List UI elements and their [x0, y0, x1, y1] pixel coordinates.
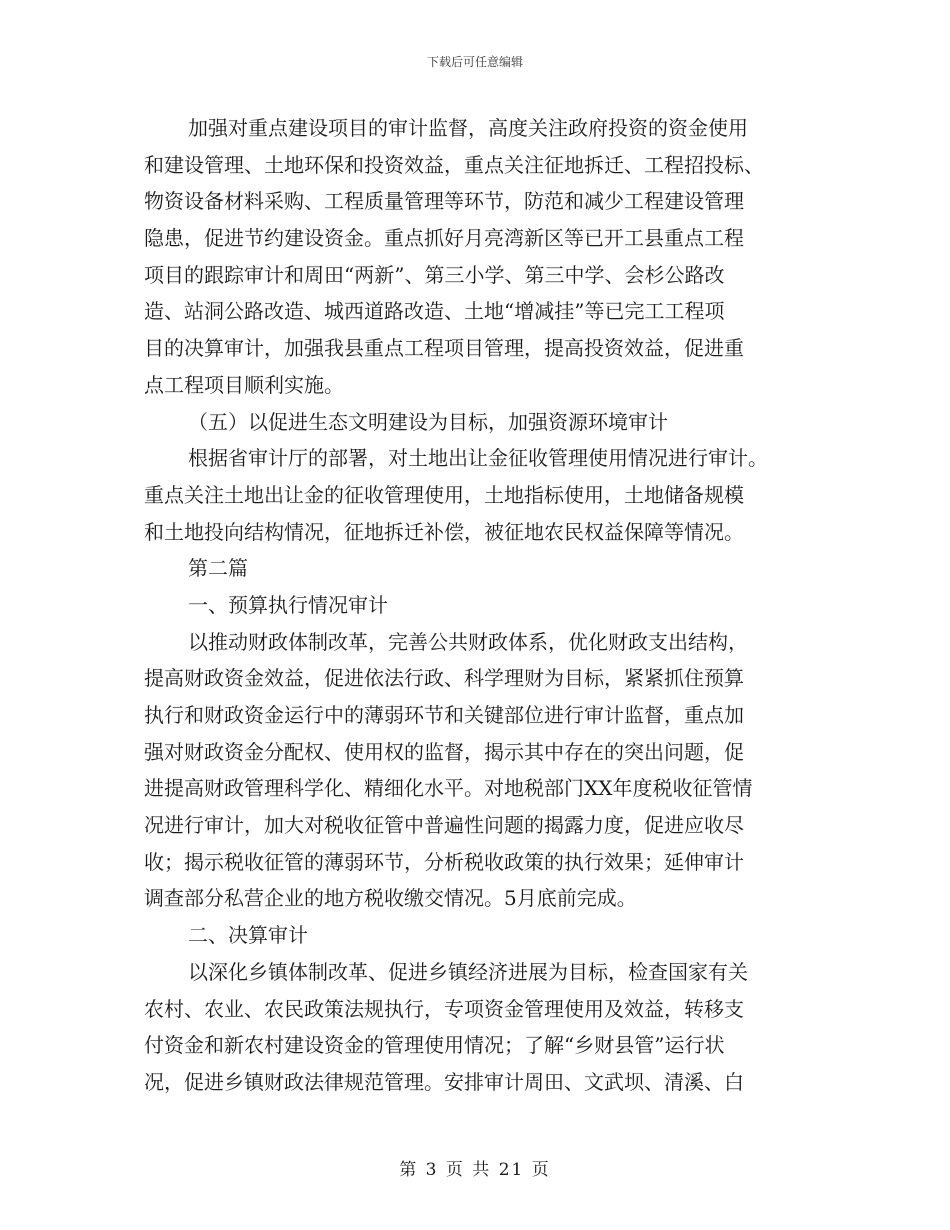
paragraph-line: 根据省审计厅的部署，对土地出让金征收管理使用情况进行审计。 — [188, 446, 768, 471]
paragraph-line: 项目的跟踪审计和周田“两新”、第三小学、第三中学、会杉公路改 — [144, 262, 725, 287]
section-heading: （五）以促进生态文明建设为目标，加强资源环境审计 — [188, 409, 668, 434]
paragraph-line: 农村、农业、农民政策法规执行，专项资金管理使用及效益，转移支 — [144, 996, 744, 1021]
paragraph-line: 和土地投向结构情况，征地拆迁补偿，被征地农民权益保障等情况。 — [144, 519, 744, 544]
paragraph-line: 重点关注土地出让金的征收管理使用，土地指标使用，土地储备规模 — [144, 482, 744, 507]
section-heading: 一、预算执行情况审计 — [188, 592, 388, 617]
paragraph-line: 造、站洞公路改造、城西道路改造、土地“增减挂”等已完工工程项 — [144, 299, 725, 324]
paragraph-line: 物资设备材料采购、工程质量管理等环节，防范和减少工程建设管理 — [144, 189, 744, 214]
paragraph-line: 点工程项目顺利实施。 — [144, 372, 344, 397]
paragraph-line: 况进行审计，加大对税收征管中普遍性问题的揭露力度，促进应收尽 — [144, 813, 744, 838]
paragraph-line: 调查部分私营企业的地方税收缴交情况。5月底前完成。 — [144, 886, 637, 911]
paragraph-line: 进提高财政管理科学化、精细化水平。对地税部门XX年度税收征管情 — [144, 776, 753, 801]
paragraph-line: 以深化乡镇体制改革、促进乡镇经济进展为目标，检查国家有关 — [188, 959, 748, 984]
paragraph-line: 以推动财政体制改革，完善公共财政体系，优化财政支出结构， — [188, 629, 748, 654]
paragraph-line: 和建设管理、土地环保和投资效益，重点关注征地拆迁、工程招投标、 — [144, 152, 764, 177]
page-footer: 第 3 页 共 21 页 — [399, 1160, 551, 1180]
paragraph-line: 况，促进乡镇财政法律规范管理。安排审计周田、文武坝、清溪、白 — [144, 1069, 744, 1094]
paragraph-line: 执行和财政资金运行中的薄弱环节和关键部位进行审计监督，重点加 — [144, 703, 744, 727]
paragraph-line: 加强对重点建设项目的审计监督，高度关注政府投资的资金使用 — [188, 116, 748, 140]
section-heading: 二、决算审计 — [188, 923, 308, 948]
paragraph-line: 隐患，促进节约建设资金。重点抓好月亮湾新区等已开工县重点工程 — [144, 226, 744, 251]
paragraph-line: 提高财政资金效益，促进依法行政、科学理财为目标，紧紧抓住预算 — [144, 666, 744, 691]
page-header: 下载后可任意编辑 — [426, 55, 523, 69]
paragraph-line: 目的决算审计，加强我县重点工程项目管理，提高投资效益，促进重 — [144, 336, 744, 361]
paragraph-line: 收；揭示税收征管的薄弱环节，分析税收政策的执行效果；延伸审计 — [144, 849, 744, 874]
document-body — [144, 110, 809, 1101]
paragraph-line: 强对财政资金分配权、使用权的监督，揭示其中存在的突出问题，促 — [144, 739, 744, 764]
chapter-heading: 第二篇 — [188, 556, 248, 581]
paragraph-line: 付资金和新农村建设资金的管理使用情况；了解“乡财县管”运行状 — [144, 1033, 725, 1058]
